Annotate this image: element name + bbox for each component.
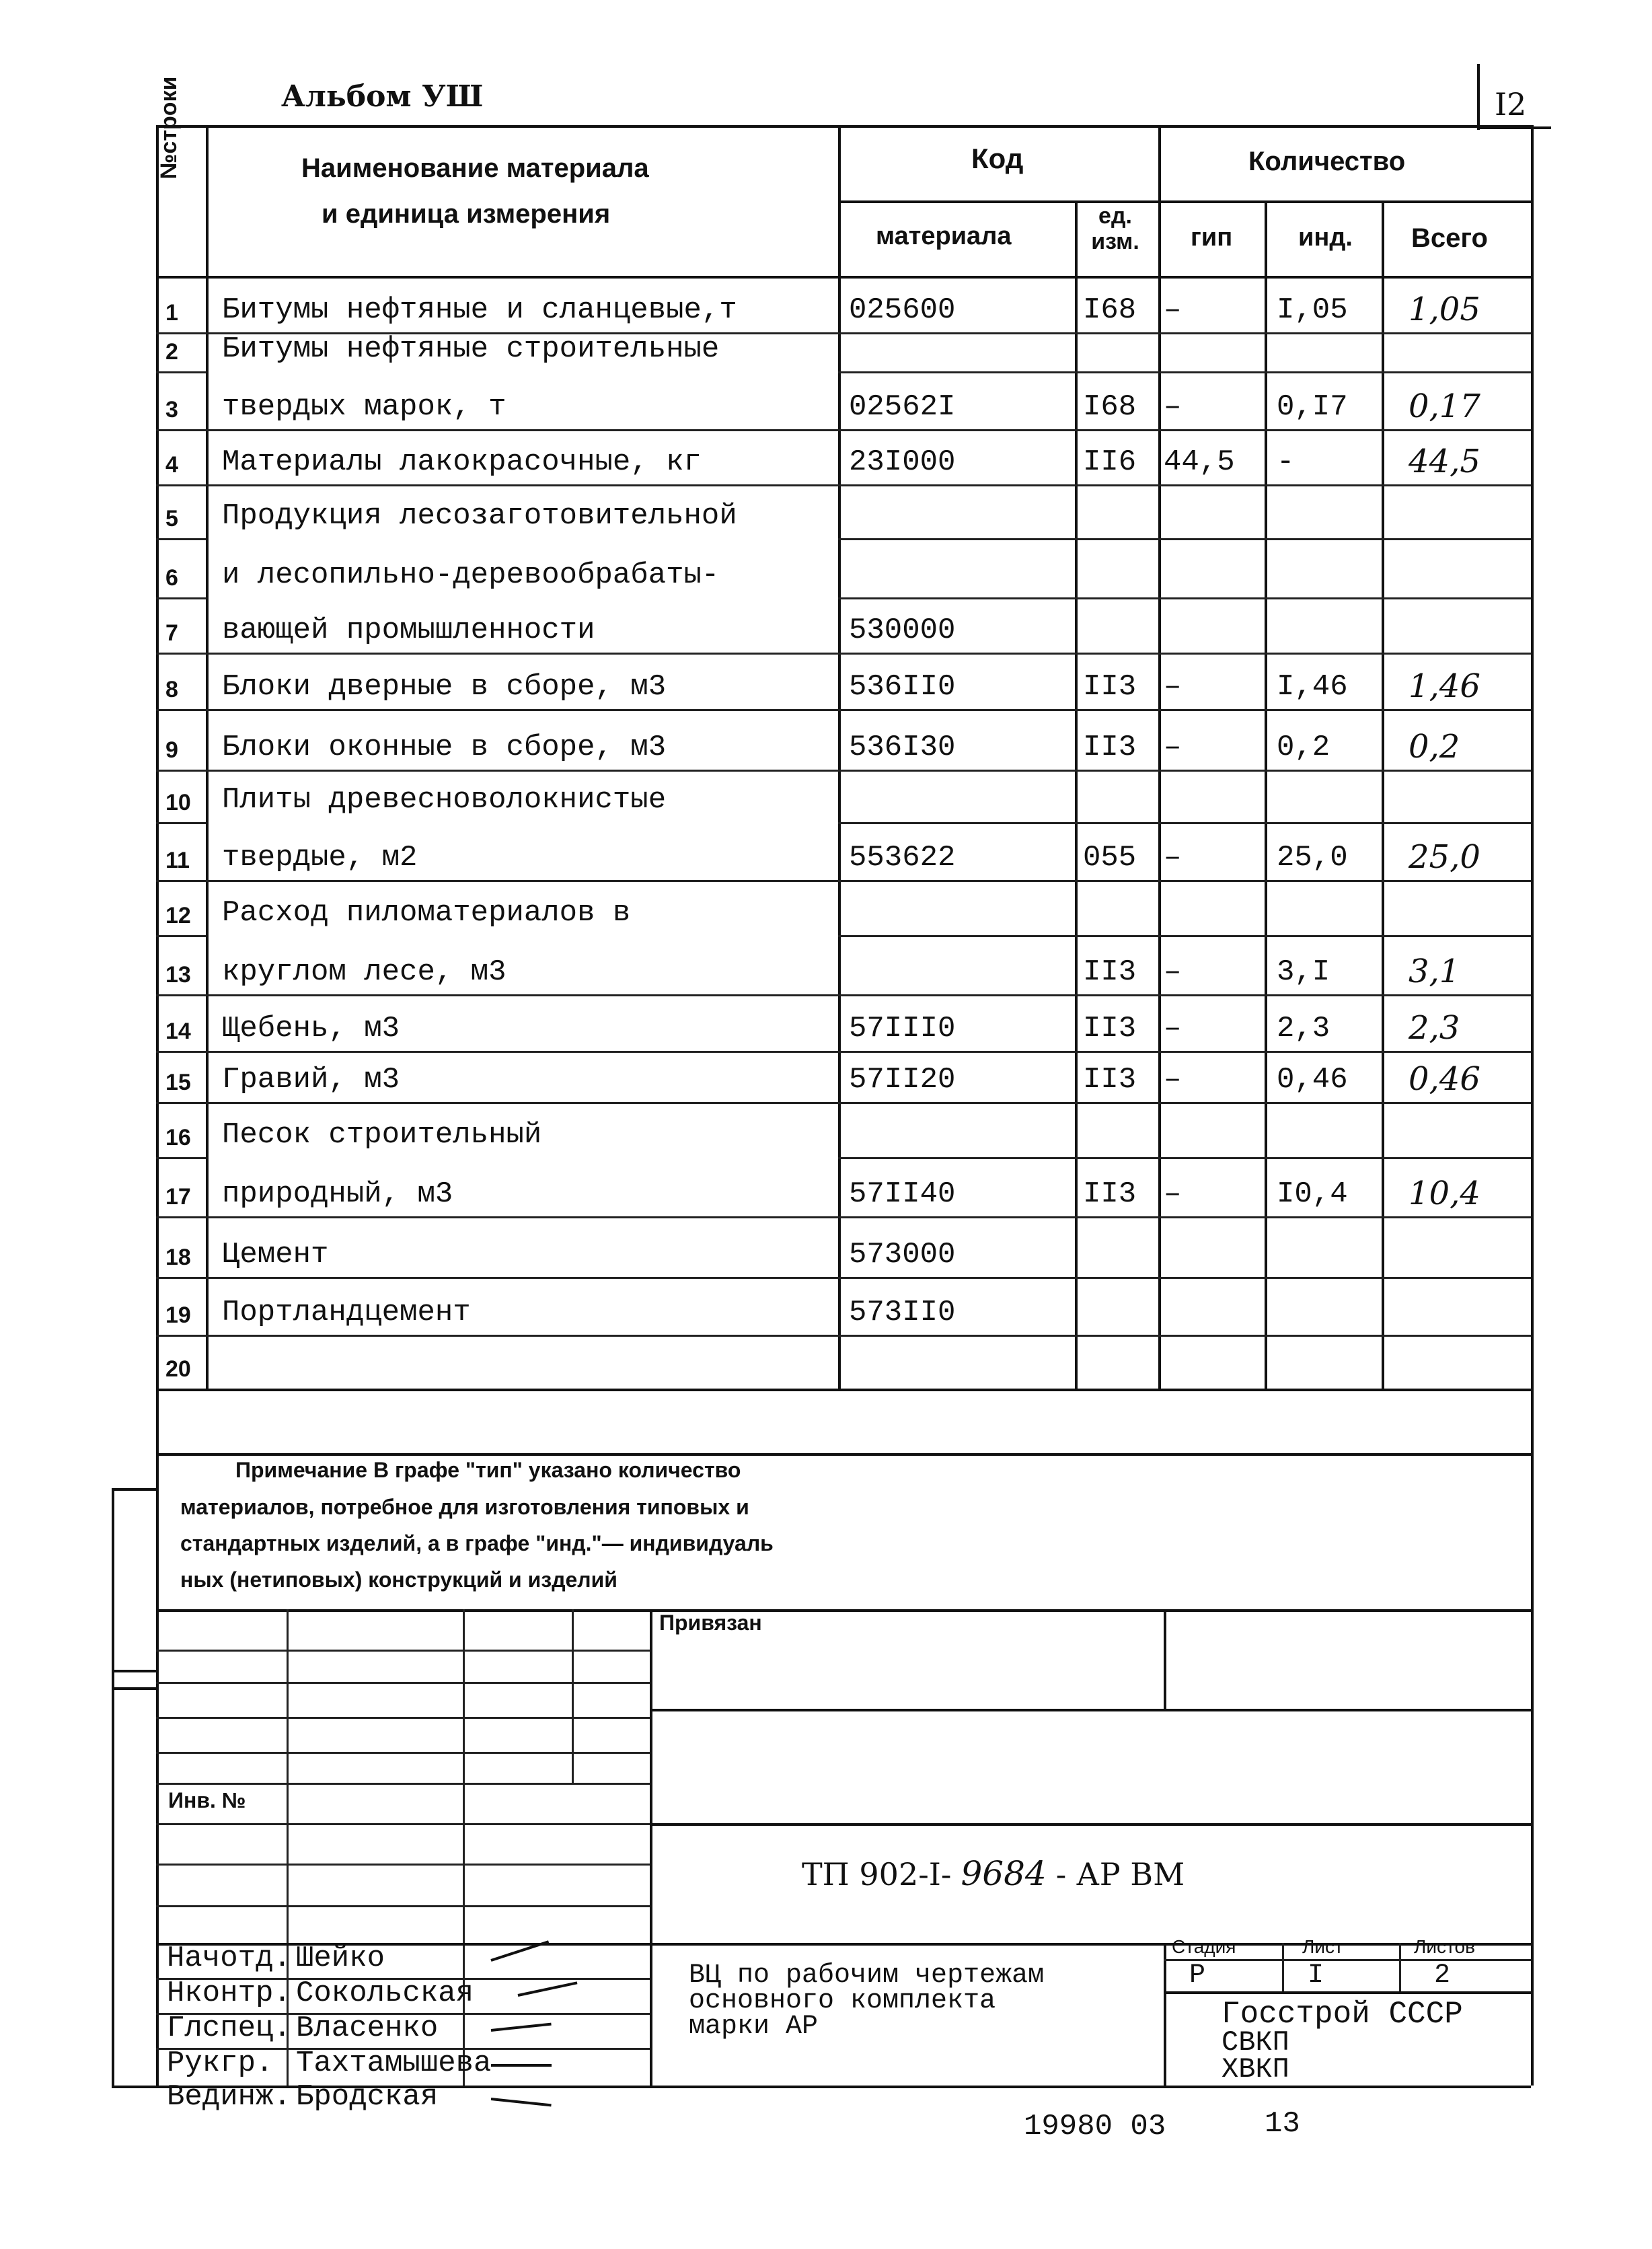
- title-block-line: [156, 1717, 650, 1719]
- note-line-3: стандартных изделий, а в графе "инд."— индивидуаль: [180, 1531, 774, 1555]
- grid-line-h: [156, 822, 206, 824]
- sheets-value: 2: [1434, 1960, 1451, 1991]
- header-quantity: Количество: [1248, 147, 1406, 176]
- title-block-line: [112, 1687, 156, 1690]
- row-name: Песок строительный: [222, 1118, 542, 1152]
- title-block-line: [1164, 1609, 1166, 1709]
- title-block-line: [1531, 1453, 1534, 2086]
- title-block-line: [572, 1609, 574, 1783]
- title-block-line: [156, 1682, 650, 1684]
- row-ind: 0,I7: [1277, 390, 1348, 424]
- row-no: 14: [165, 1019, 191, 1044]
- header-material: материала: [876, 222, 1012, 250]
- row-no: 1: [165, 300, 178, 326]
- grid-line-h: [838, 822, 1531, 824]
- document-code: [802, 1854, 1185, 1893]
- document-code-number: 9684: [961, 1854, 1047, 1893]
- row-unit: I68: [1083, 390, 1137, 424]
- grid-line-h: [156, 484, 1531, 486]
- grid-line-v: [206, 125, 209, 1389]
- row-code: 536II0: [849, 670, 956, 704]
- grid-line-h: [156, 1216, 1531, 1218]
- title-block-line: [112, 1488, 156, 1491]
- row-ind: I,46: [1277, 670, 1348, 704]
- sheets-label: Листов: [1414, 1936, 1475, 1957]
- row-no: 17: [165, 1184, 191, 1210]
- org-line-3: ХВКП: [1222, 2053, 1289, 2086]
- row-name: Блоки оконные в сборе, м3: [222, 731, 667, 764]
- signature-mark: [491, 2098, 552, 2106]
- row-no: 3: [165, 397, 178, 422]
- staff-role: Начотд.: [167, 1942, 291, 1975]
- row-unit: II3: [1083, 1177, 1137, 1211]
- grid-line-v: [1531, 125, 1534, 1453]
- staff-role: Нконтр.: [167, 1977, 291, 2010]
- row-name: Гравий, м3: [222, 1063, 400, 1097]
- grid-line-h: [156, 429, 1531, 431]
- staff-name: Сокольская: [296, 1977, 474, 2010]
- stage-value: Р: [1189, 1960, 1206, 1991]
- archive-number: 19980 03: [1024, 2110, 1166, 2143]
- row-no: 2: [165, 339, 178, 365]
- row-tip: –: [1164, 293, 1182, 327]
- row-name: Расход пиломатериалов в: [222, 896, 631, 930]
- staff-name: Власенко: [296, 2012, 439, 2045]
- row-code: 553622: [849, 841, 956, 875]
- grid-line-h: [156, 538, 206, 540]
- row-unit: II3: [1083, 731, 1137, 764]
- row-no: 12: [165, 903, 191, 928]
- row-total: 0,17: [1409, 388, 1480, 425]
- row-code: 57III0: [849, 1012, 956, 1045]
- grid-line-h: [156, 371, 206, 373]
- row-no: 13: [165, 962, 191, 988]
- grid-line-h: [156, 994, 1531, 996]
- title-block-line: [650, 1709, 1531, 1711]
- row-name: Битумы нефтяные и сланцевые,т: [222, 293, 737, 327]
- grid-line-h: [838, 597, 1531, 599]
- header-tip: гип: [1191, 223, 1233, 252]
- row-unit: II3: [1083, 670, 1137, 704]
- grid-line-h: [156, 1335, 1531, 1337]
- row-total: 0,2: [1409, 728, 1460, 766]
- grid-line-h: [156, 1102, 1531, 1104]
- row-name: круглом лесе, м3: [222, 955, 506, 989]
- row-name: твердые, м2: [222, 841, 418, 875]
- grid-line-h: [156, 1277, 1531, 1279]
- grid-line-h: [838, 1157, 1531, 1159]
- title-block-line: [156, 1783, 650, 1785]
- row-name: вающей промышленности: [222, 614, 595, 647]
- row-name: Материалы лакокрасочные, кг: [222, 445, 702, 479]
- stage-label: Стадия: [1172, 1936, 1236, 1957]
- row-no: 5: [165, 506, 178, 531]
- row-ind: I0,4: [1277, 1177, 1348, 1211]
- row-code: 57II40: [849, 1177, 956, 1211]
- row-total: 0,46: [1409, 1060, 1480, 1098]
- row-ind: 0,2: [1277, 731, 1330, 764]
- description-line-3: марки АР: [689, 2012, 819, 2042]
- sheet-number: I2: [1495, 86, 1527, 122]
- staff-name: Бродская: [296, 2080, 439, 2114]
- row-no: 18: [165, 1245, 191, 1270]
- grid-line-h: [838, 200, 1531, 203]
- row-name: Цемент: [222, 1238, 329, 1271]
- row-name: Продукция лесозаготовительной: [222, 499, 737, 533]
- grid-line-h: [156, 1051, 1531, 1053]
- title-block-line: [1164, 1943, 1166, 2086]
- document-code-suffix: - АР ВМ: [1055, 1856, 1185, 1892]
- title-block-line: [156, 1650, 650, 1652]
- row-name: Блоки дверные в сборе, м3: [222, 670, 667, 704]
- row-ind: 2,3: [1277, 1012, 1330, 1045]
- row-unit: 055: [1083, 841, 1137, 875]
- row-name: Портландцемент: [222, 1296, 471, 1329]
- row-no: 15: [165, 1070, 191, 1095]
- row-tip: –: [1164, 670, 1182, 704]
- privyazan-label: Привязан: [659, 1611, 762, 1635]
- row-no: 10: [165, 790, 191, 815]
- row-ind: -: [1277, 445, 1295, 479]
- row-tip: –: [1164, 1177, 1182, 1211]
- staff-role: Вединж.: [167, 2080, 291, 2114]
- grid-line-h: [156, 935, 206, 937]
- row-name: твердых марок, т: [222, 390, 506, 424]
- row-name: Плиты древесноволокнистые: [222, 783, 667, 817]
- grid-line-v: [1158, 125, 1161, 200]
- grid-line-h: [156, 653, 1531, 655]
- row-code: 536I30: [849, 731, 956, 764]
- header-name-line2: и единица измерения: [322, 199, 611, 229]
- footer-page: 13: [1265, 2107, 1300, 2141]
- grid-line-v: [156, 125, 159, 2086]
- title-block-line: [1399, 1943, 1401, 1991]
- row-total: 25,0: [1409, 838, 1480, 876]
- grid-line-v: [838, 125, 841, 1389]
- title-block-line: [156, 1609, 1531, 1612]
- row-unit: II3: [1083, 955, 1137, 989]
- row-tip: –: [1164, 1063, 1182, 1097]
- title-block-line: [112, 1488, 114, 2086]
- row-no: 6: [165, 565, 178, 591]
- row-unit: II3: [1083, 1063, 1137, 1097]
- grid-line-h: [156, 125, 1531, 128]
- header-divider: [1477, 64, 1480, 130]
- staff-role: Рукгр.: [167, 2047, 274, 2080]
- grid-line-v: [1382, 200, 1384, 1389]
- sheet-value: I: [1308, 1960, 1324, 1991]
- header-name-line1: Наименование материала: [301, 153, 649, 183]
- row-no: 7: [165, 620, 178, 646]
- album-title: Альбом УШ: [281, 79, 484, 114]
- row-code: 530000: [849, 614, 956, 647]
- grid-line-h: [156, 1453, 1531, 1456]
- header-total: Всего: [1411, 223, 1488, 253]
- row-total: 2,3: [1409, 1009, 1460, 1047]
- note-line-2: материалов, потребное для изготовления типовых и: [180, 1495, 749, 1519]
- row-no: 11: [165, 848, 190, 873]
- row-tip: 44,5: [1164, 445, 1235, 479]
- grid-line-h: [156, 770, 1531, 772]
- row-tip: –: [1164, 731, 1182, 764]
- row-ind: 0,46: [1277, 1063, 1348, 1097]
- title-block-line: [650, 1823, 1531, 1826]
- row-tip: –: [1164, 390, 1182, 424]
- staff-name: Тахтамышева: [296, 2047, 492, 2080]
- title-block-line: [1164, 1991, 1531, 1994]
- row-tip: –: [1164, 1012, 1182, 1045]
- grid-line-h: [156, 1389, 1531, 1391]
- org-line-1: Госстрой СССР: [1222, 1997, 1463, 2032]
- title-block-line: [1282, 1943, 1284, 1991]
- row-total: 1,46: [1409, 667, 1480, 705]
- title-block-line: [650, 1609, 652, 2086]
- grid-line-h: [838, 371, 1531, 373]
- row-code: 573000: [849, 1238, 956, 1271]
- row-no: 19: [165, 1302, 191, 1328]
- row-unit: I68: [1083, 293, 1137, 327]
- row-no: 16: [165, 1125, 191, 1150]
- grid-line-h: [838, 935, 1531, 937]
- grid-line-v: [1158, 200, 1161, 1389]
- grid-line-h: [156, 880, 1531, 882]
- grid-line-h: [156, 709, 1531, 711]
- row-total: 44,5: [1409, 443, 1480, 480]
- row-tip: –: [1164, 841, 1182, 875]
- row-total: 1,05: [1409, 291, 1480, 328]
- row-code: 573II0: [849, 1296, 956, 1329]
- sheet-label: Лист: [1302, 1936, 1343, 1957]
- row-code: 23I000: [849, 445, 956, 479]
- row-code: 02562I: [849, 390, 956, 424]
- grid-line-h: [838, 538, 1531, 540]
- row-no: 20: [165, 1356, 191, 1382]
- description-line-2: основного комплекта: [689, 1986, 996, 2016]
- title-block-line: [156, 1905, 650, 1907]
- row-no: 8: [165, 677, 178, 702]
- grid-line-h: [156, 276, 1531, 279]
- header-ind: инд.: [1298, 223, 1353, 252]
- signature-mark: [518, 1981, 578, 1997]
- row-ind: 25,0: [1277, 841, 1348, 875]
- title-block-line: [1164, 1959, 1531, 1961]
- row-name: Битумы нефтяные строительные: [222, 332, 720, 366]
- row-no: 4: [165, 452, 178, 478]
- row-total: 3,1: [1409, 953, 1460, 990]
- row-tip: –: [1164, 955, 1182, 989]
- row-total: 10,4: [1409, 1175, 1480, 1212]
- org-line-2: СВКП: [1222, 2026, 1289, 2059]
- grid-line-v: [1075, 200, 1078, 1389]
- inv-no-label: Инв. №: [168, 1788, 246, 1812]
- note-line-1: Примечание В графе "тип" указано количество: [235, 1458, 741, 1482]
- header-row-no: №строки: [156, 76, 182, 180]
- document-code-prefix: ТП 902-I-: [802, 1856, 952, 1892]
- title-block-line: [112, 1670, 156, 1672]
- grid-line-h: [156, 1157, 206, 1159]
- header-unit: ед. изм.: [1091, 203, 1139, 254]
- row-code: 57II20: [849, 1063, 956, 1097]
- staff-name: Шейко: [296, 1942, 385, 1975]
- row-code: 025600: [849, 293, 956, 327]
- signature-mark: [491, 2023, 552, 2032]
- row-name: Щебень, м3: [222, 1012, 400, 1045]
- row-ind: 3,I: [1277, 955, 1330, 989]
- staff-role: Глспец.: [167, 2012, 291, 2045]
- row-ind: I,05: [1277, 293, 1348, 327]
- row-name: и лесопильно-деревообрабаты-: [222, 558, 720, 592]
- description-line-1: ВЦ по рабочим чертежам: [689, 1960, 1045, 1991]
- title-block-line: [156, 1864, 650, 1866]
- row-unit: II6: [1083, 445, 1137, 479]
- grid-line-v: [1265, 200, 1267, 1389]
- grid-line-h: [156, 597, 206, 599]
- title-block-line: [156, 1752, 650, 1754]
- note-line-4: ных (нетиповых) конструкций и изделий: [180, 1568, 617, 1592]
- title-block-line: [156, 1823, 650, 1825]
- header-code: Код: [971, 143, 1024, 174]
- row-unit: II3: [1083, 1012, 1137, 1045]
- row-name: природный, м3: [222, 1177, 453, 1211]
- row-no: 9: [165, 737, 178, 763]
- signature-mark: [491, 2064, 552, 2067]
